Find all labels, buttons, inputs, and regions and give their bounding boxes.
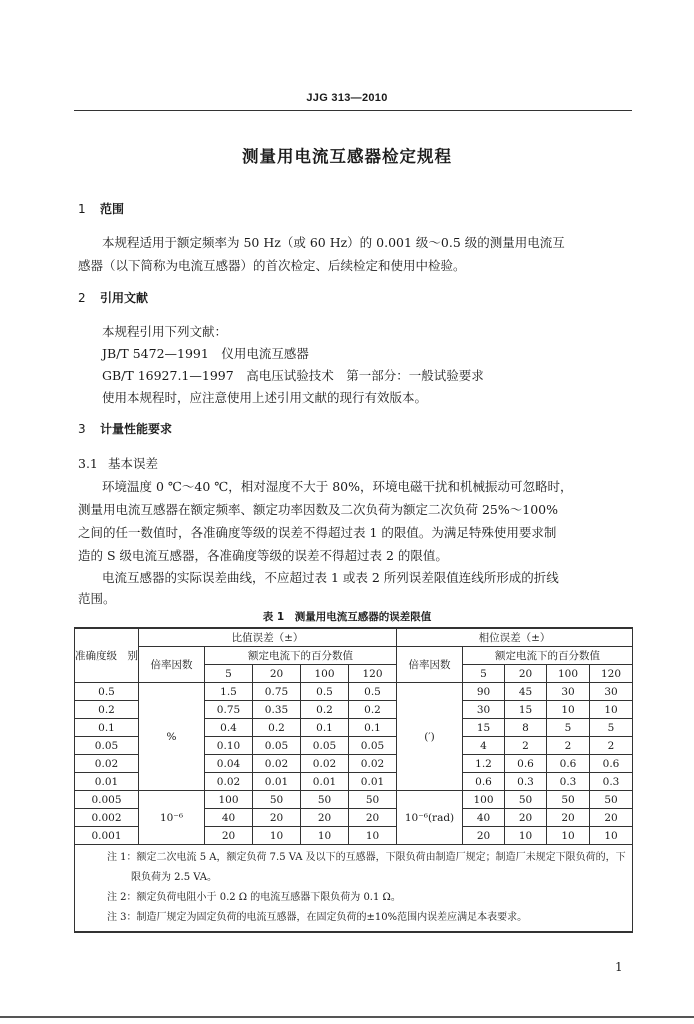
ref-item: JB/T 5472—1991 仪用电流互感器 [102,346,309,361]
ratio-value-cell: 10 [253,827,301,845]
ratio-value-cell: 0.1 [301,719,349,737]
document-header: JJG 313—2010 [306,92,388,104]
phase-value-cell: 0.6 [547,755,590,773]
section-title: 范围 [100,202,125,216]
ratio-value-cell: 50 [301,791,349,809]
phase-value-cell: 0.6 [505,755,547,773]
refs-note: 使用本规程时，应注意使用上述引用文献的现行有效版本。 [102,390,428,405]
ratio-value-cell: 0.2 [349,701,397,719]
phase-value-cell: 30 [463,701,505,719]
pct-header: 5 [463,665,505,683]
section-2-heading [78,289,148,306]
phase-value-cell: 1.2 [463,755,505,773]
section-number: 1 [78,202,86,216]
grade-cell: 0.002 [75,809,139,827]
refs-intro: 本规程引用下列文献： [102,324,228,339]
section-title: 计量性能要求 [100,422,173,436]
table-note: 注 1：额定二次电流 5 A，额定负荷 7.5 VA 及以下的互感器，下限负荷由制造厂规定；制造厂未规定下限负荷的，下限负荷为 2.5 VA。 [107,852,626,883]
grade-cell: 0.1 [75,719,139,737]
para-3-1-line-1: 环境温度 0 ℃～40 ℃，相对湿度不大于 80%，环境电磁干扰和机械振动可忽略时， [102,479,573,494]
phase-value-cell: 30 [590,683,633,701]
subsection-number: 3.1 [78,456,98,471]
table-notes [75,845,633,933]
subsection-title: 基本误差 [108,456,159,471]
grade-cell: 0.005 [75,791,139,809]
grade-cell: 0.02 [75,755,139,773]
header-ratio-pct: 额定电流下的百分数值 [205,647,397,665]
ratio-value-cell: 0.05 [301,737,349,755]
phase-value-cell: 8 [505,719,547,737]
ratio-value-cell: 50 [349,791,397,809]
phase-value-cell: 0.6 [590,755,633,773]
phase-unit-cell: 10⁻⁶(rad) [397,791,463,845]
phase-value-cell: 45 [505,683,547,701]
section-number: 2 [78,291,86,305]
phase-unit-cell: (′) [397,683,463,791]
section-1-heading [78,200,124,217]
phase-value-cell: 50 [590,791,633,809]
ratio-unit-cell: % [139,683,205,791]
ratio-value-cell: 0.01 [301,773,349,791]
section-title: 引用文献 [100,291,149,305]
phase-value-cell: 4 [463,737,505,755]
ratio-value-cell: 0.02 [205,773,253,791]
ratio-value-cell: 20 [253,809,301,827]
ratio-value-cell: 0.01 [253,773,301,791]
table-row [75,683,633,701]
phase-value-cell: 2 [590,737,633,755]
scope-line-2: 感器（以下简称为电流互感器）的首次检定、后续检定和使用中检验。 [78,258,466,273]
subsection-3-1-heading [78,454,158,472]
ratio-value-cell: 1.5 [205,683,253,701]
phase-value-cell: 0.3 [590,773,633,791]
phase-value-cell: 50 [547,791,590,809]
phase-value-cell: 90 [463,683,505,701]
pct-header: 20 [505,665,547,683]
phase-value-cell: 10 [590,701,633,719]
phase-value-cell: 0.3 [505,773,547,791]
pct-header: 100 [547,665,590,683]
para-3-1-line-3: 之间的任一数值时，各准确度等级的误差不得超过表 1 的限值。为满足特殊使用要求制 [78,525,557,540]
ratio-value-cell: 10 [349,827,397,845]
ratio-value-cell: 0.02 [349,755,397,773]
phase-value-cell: 40 [463,809,505,827]
ratio-unit-cell: 10⁻⁶ [139,791,205,845]
bottom-rule [0,1016,694,1018]
ratio-value-cell: 0.04 [205,755,253,773]
table-note: 注 3：制造厂规定为固定负荷的电流互感器，在固定负荷的±10%范围内误差应满足本表要求。 [107,912,528,923]
header-grade: 准确度级 别 [75,628,139,683]
ratio-value-cell: 0.5 [349,683,397,701]
pct-header: 120 [349,665,397,683]
para-curve-line-1: 电流互感器的实际误差曲线，不应超过表 1 或表 2 所列误差限值连线所形成的折线 [102,570,559,585]
scope-line-1: 本规程适用于额定频率为 50 Hz（或 60 Hz）的 0.001 级～0.5 级的测量用电流互 [102,235,565,250]
grade-cell: 0.01 [75,773,139,791]
phase-value-cell: 5 [590,719,633,737]
header-phase-pct: 额定电流下的百分数值 [463,647,633,665]
ratio-value-cell: 10 [301,827,349,845]
phase-value-cell: 5 [547,719,590,737]
header-ratio-factor: 倍率因数 [139,647,205,683]
ratio-value-cell: 0.02 [301,755,349,773]
phase-value-cell: 10 [590,827,633,845]
para-3-1-line-4: 造的 S 级电流互感器，各准确度等级的误差不得超过表 2 的限值。 [78,548,448,563]
phase-value-cell: 100 [463,791,505,809]
ratio-value-cell: 0.75 [205,701,253,719]
phase-value-cell: 10 [547,701,590,719]
ratio-value-cell: 20 [301,809,349,827]
ratio-value-cell: 0.05 [349,737,397,755]
ratio-value-cell: 0.02 [253,755,301,773]
phase-value-cell: 15 [505,701,547,719]
grade-cell: 0.001 [75,827,139,845]
phase-value-cell: 0.6 [463,773,505,791]
ref-item: GB/T 16927.1—1997 高电压试验技术 第一部分：一般试验要求 [102,368,484,383]
pct-header: 120 [590,665,633,683]
ratio-value-cell: 40 [205,809,253,827]
table-note: 注 2：额定负荷电阻小于 0.2 Ω 的电流互感器下限负荷为 0.1 Ω。 [107,892,401,903]
phase-value-cell: 20 [590,809,633,827]
ratio-value-cell: 20 [205,827,253,845]
ratio-value-cell: 0.05 [253,737,301,755]
pct-header: 100 [301,665,349,683]
grade-cell: 0.2 [75,701,139,719]
ratio-value-cell: 100 [205,791,253,809]
header-phase-error: 相位误差（±） [397,628,633,647]
phase-value-cell: 10 [547,827,590,845]
para-curve-line-2: 范围。 [78,591,116,606]
phase-value-cell: 30 [547,683,590,701]
section-3-heading [78,420,172,437]
phase-value-cell: 2 [505,737,547,755]
ratio-value-cell: 0.35 [253,701,301,719]
phase-value-cell: 0.3 [547,773,590,791]
grade-cell: 0.5 [75,683,139,701]
ratio-value-cell: 0.5 [301,683,349,701]
ratio-value-cell: 0.01 [349,773,397,791]
pct-header: 20 [253,665,301,683]
pct-header: 5 [205,665,253,683]
page-number: 1 [615,960,623,974]
ratio-value-cell: 0.75 [253,683,301,701]
header-rule [74,110,632,111]
phase-value-cell: 20 [463,827,505,845]
ratio-value-cell: 0.4 [205,719,253,737]
header-ratio-error: 比值误差（±） [139,628,397,647]
phase-value-cell: 15 [463,719,505,737]
phase-value-cell: 50 [505,791,547,809]
table-row [75,791,633,809]
phase-value-cell: 20 [505,809,547,827]
grade-cell: 0.05 [75,737,139,755]
phase-value-cell: 10 [505,827,547,845]
phase-value-cell: 2 [547,737,590,755]
phase-value-cell: 20 [547,809,590,827]
ratio-value-cell: 0.1 [349,719,397,737]
ratio-value-cell: 20 [349,809,397,827]
ratio-value-cell: 0.2 [253,719,301,737]
ratio-value-cell: 0.10 [205,737,253,755]
page-title: 测量用电流互感器检定规程 [242,147,452,166]
para-3-1-line-2: 测量用电流互感器在额定频率、额定功率因数及二次负荷为额定二次负荷 25%～100% [78,502,558,517]
table-caption: 表 1 测量用电流互感器的误差限值 [262,611,432,623]
ratio-value-cell: 0.2 [301,701,349,719]
section-number: 3 [78,422,86,436]
header-phase-factor: 倍率因数 [397,647,463,683]
ratio-value-cell: 50 [253,791,301,809]
error-limits-table [74,627,633,933]
